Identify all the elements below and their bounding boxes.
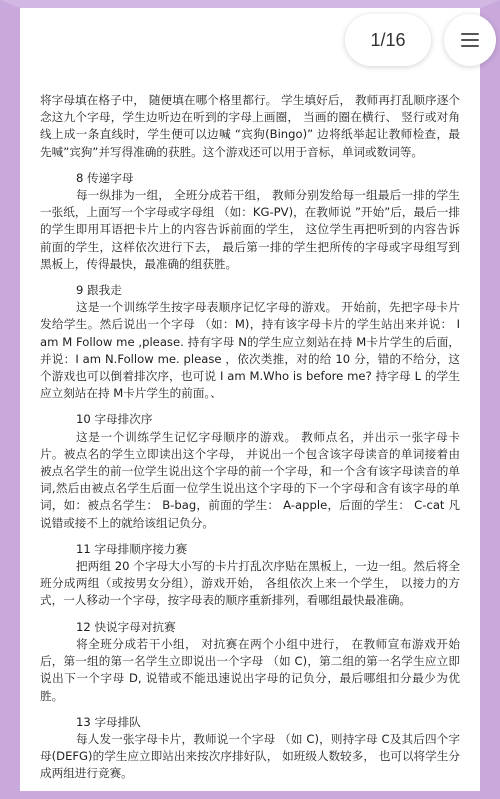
section-body: 这是一个训练学生记忆字母顺序的游戏。 教师点名，并出示一张字母卡片。被点名的学生立即读出这个字母， 并说出一个包含该字母读音的单词接着由被点名学生的前一位学生说出这个字母的前一个字母，和一个含有该字母读音的单词,然后由被点名学生后面一位学生说出这个字母的下一个字母和含有该字母的单词，如：被点名学生： B-bag，前面的学生： A-apple，后面的学生： C-cat 凡说错或接不上的就给该组记负分。: [40, 429, 460, 530]
section-passing-letters: [40, 170, 460, 273]
section-quick-letters: [40, 619, 460, 705]
section-body: 将全班分成若干小组， 对抗赛在两个小组中进行， 在教师宣布游戏开始后，第一组的第一名学生立即说出一个字母 （如 C)，第二组的第一名学生应立即说出下一个字母 D, 说错或不能迅速说出字母的记负分，最后哪组扣分最少为优胜。: [40, 636, 460, 703]
section-follow-me: [40, 282, 460, 402]
section-relay-race: [40, 541, 460, 610]
menu-button[interactable]: [444, 14, 496, 66]
section-body: 把两组 20 个字母大小写的卡片打乱次序贴在黑板上，一边一组。然后将全班分成两组（或按男女分组），游戏开始， 各组依次上来一个学生， 以接力的方式，一人移动一个字母，按字母表的顺序重新排列，看哪组最快最准确。: [40, 559, 460, 608]
section-body: 每一纵排为一组， 全班分成若干组， 教师分别发给每一组最后一排的学生一张纸，上面写一个字母或字母组 （如：KG-PV)，在教师说 ”开始”后，最后一排的学生即用耳语把卡片上的内容告诉前面的学生， 这位学生再把听到的内容告诉前面的学生，这样依次进行下去， 最后第一排的学生把所传的字母或字母组写到黑板上，传得最快，最准确的组获胜。: [40, 188, 460, 271]
section-heading: 13 字母排队: [76, 714, 141, 729]
document-page: [20, 8, 480, 791]
section-heading: 8 传递字母: [76, 170, 134, 185]
section-body: 每人发一张字母卡片，教师说一个字母 （如 C)，则持字母 C及其后四个字母(DEFG)的学生应立即站出来按次序排好队， 如班级人数较多， 也可以将学生分成两组进行竞赛。: [40, 731, 460, 781]
intro-paragraph: 将字母填在格子中， 随便填在哪个格里都行。 学生填好后， 教师再打乱顺序逐个念这九个字母，学生边听边在听到的字母上画圈， 当画的圈在横行、 竖行或对角线上成一条直线时，学生便可以边喊 “宾狗(Bingo)” 边将纸举起让教师检查，最先喊”宾狗”并写得准确的获胜。这个游戏还可以用于音标，单词或数词等。: [40, 93, 460, 159]
section-heading: 11 字母排顺序接力赛: [76, 541, 188, 556]
menu-icon: [461, 33, 479, 47]
page-content: [40, 92, 460, 783]
section-body: 这是一个训练学生按字母表顺序记忆字母的游戏。 开始前，先把字母卡片发给学生。然后说出一个字母 （如：M)，持有该字母卡片的学生站出来并说： I am M Follow me ,please. 持有字母 N的学生应立刻站在持 M卡片学生的后面，并说：I am N.Follow me. please ，依次类推，对的给 10 分，错的不给分，这个游戏也可以倒着排次序，也可说 I am M.Who is before me? 持字母 L 的学生应立刻站在持 M卡片学生的前面。、: [40, 300, 460, 401]
section-letter-queue: [40, 714, 460, 783]
page-indicator[interactable]: [345, 14, 431, 66]
section-heading: 12 快说字母对抗赛: [76, 619, 176, 634]
section-heading: 9 跟我走: [76, 283, 122, 298]
section-heading: 10 字母排次序: [76, 412, 153, 427]
section-letter-order: [40, 411, 460, 531]
page-indicator-label: 1/16: [370, 29, 406, 50]
